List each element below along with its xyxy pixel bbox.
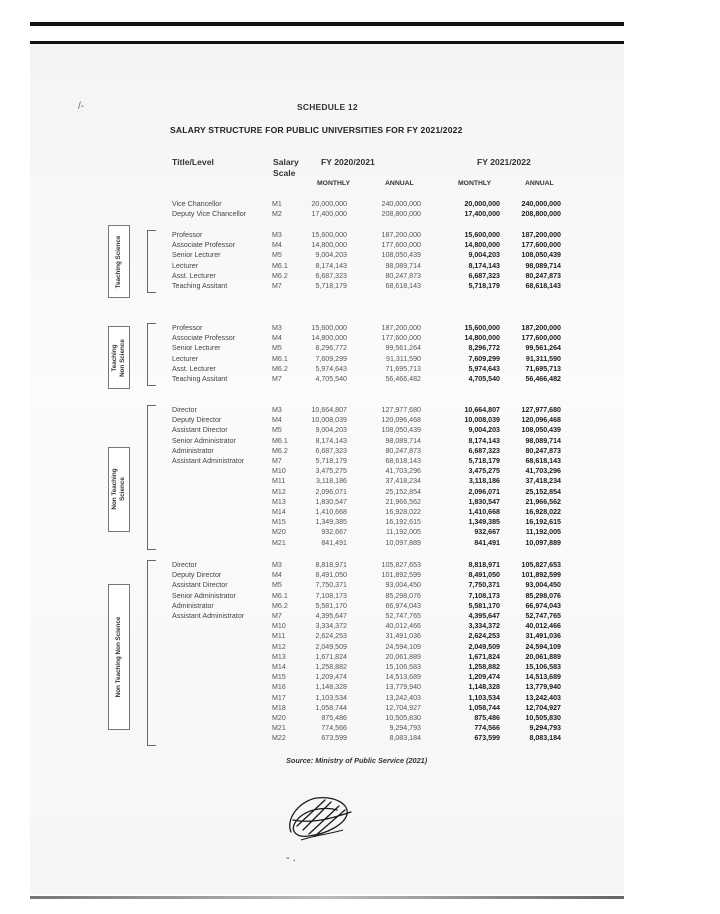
cell-monthly-2021: 8,818,971: [468, 561, 500, 569]
schedule-label: SCHEDULE 12: [297, 102, 358, 112]
cell-monthly-2021: 4,705,540: [468, 375, 500, 383]
cell-annual-2020: 25,152,854: [385, 487, 421, 496]
table-row: [0, 436, 720, 446]
document-title: SALARY STRUCTURE FOR PUBLIC UNIVERSITIES FOR FY 2021/2022: [170, 125, 463, 135]
cell-annual-2021: 108,050,439: [521, 426, 561, 435]
cell-title: Senior Lecturer: [172, 251, 221, 260]
header-annual-2020: ANNUAL: [385, 180, 414, 187]
cell-annual-2020: 177,600,000: [381, 241, 421, 250]
cell-annual-2021: 68,618,143: [525, 457, 561, 465]
header-salary: Salary: [273, 157, 299, 167]
cell-monthly-2021: 7,609,299: [468, 354, 500, 363]
cell-monthly-2021: 2,624,253: [468, 632, 500, 641]
cell-salary-scale: M6.2: [272, 601, 288, 610]
cell-monthly-2020: 2,624,253: [315, 632, 347, 641]
group-bracket: [147, 323, 156, 386]
cell-annual-2020: 66,974,043: [385, 601, 421, 610]
cell-annual-2020: 12,704,927: [385, 703, 421, 712]
cell-annual-2021: 25,152,854: [525, 487, 561, 496]
cell-monthly-2020: 8,174,143: [315, 261, 347, 270]
group-label: Teaching Non Science: [111, 338, 126, 377]
cell-monthly-2020: 15,600,000: [311, 231, 347, 239]
cell-annual-2020: 10,505,830: [385, 714, 421, 722]
cell-annual-2021: 187,200,000: [521, 231, 561, 239]
cell-monthly-2021: 8,174,143: [468, 261, 500, 270]
cell-monthly-2020: 8,818,971: [315, 561, 347, 569]
cell-title: Assistant Director: [172, 426, 228, 435]
cell-annual-2021: 24,594,109: [525, 642, 561, 651]
cell-annual-2020: 41,703,296: [385, 467, 421, 476]
cell-annual-2020: 71,695,713: [385, 364, 421, 373]
cell-annual-2020: 68,618,143: [385, 282, 421, 290]
cell-salary-scale: M15: [272, 673, 286, 682]
cell-monthly-2020: 7,609,299: [315, 354, 347, 363]
cell-salary-scale: M7: [272, 375, 282, 383]
cell-salary-scale: M7: [272, 282, 282, 290]
cell-annual-2020: 13,779,940: [385, 683, 421, 692]
cell-annual-2020: 98,089,714: [385, 261, 421, 270]
cell-salary-scale: M12: [272, 642, 286, 651]
cell-annual-2021: 10,097,889: [525, 538, 561, 547]
cell-monthly-2020: 6,687,323: [315, 271, 347, 280]
header-title-level: Title/Level: [172, 157, 214, 167]
group-bracket: [147, 560, 156, 746]
cell-salary-scale: M14: [272, 508, 286, 516]
table-row: [0, 425, 720, 435]
cell-salary-scale: M6.1: [272, 591, 288, 600]
cell-annual-2021: 10,505,830: [525, 714, 561, 722]
cell-monthly-2021: 14,800,000: [464, 334, 500, 343]
cell-annual-2021: 13,779,940: [525, 683, 561, 692]
cell-title: Senior Administrator: [172, 436, 236, 445]
cell-annual-2020: 11,192,005: [386, 528, 421, 537]
cell-annual-2021: 127,977,680: [521, 406, 561, 414]
cell-monthly-2021: 10,008,039: [464, 416, 500, 425]
cell-monthly-2021: 4,395,647: [468, 612, 500, 620]
cell-salary-scale: M10: [272, 622, 286, 631]
cell-salary-scale: M5: [272, 251, 282, 260]
cell-annual-2020: 31,491,036: [385, 632, 421, 641]
cell-annual-2020: 20,061,889: [385, 652, 421, 661]
cell-monthly-2021: 7,108,173: [468, 591, 500, 600]
cell-monthly-2020: 4,705,540: [315, 375, 347, 383]
cell-annual-2020: 240,000,000: [381, 200, 421, 208]
cell-monthly-2020: 1,258,882: [315, 663, 347, 671]
group-label: Non Teaching Science: [111, 468, 126, 510]
cell-annual-2021: 8,083,184: [529, 734, 561, 743]
cell-salary-scale: M20: [272, 528, 286, 537]
cell-monthly-2021: 6,687,323: [468, 446, 500, 455]
cell-monthly-2021: 9,004,203: [468, 251, 500, 260]
header-annual-2021: ANNUAL: [525, 180, 554, 187]
cell-salary-scale: M3: [272, 324, 282, 332]
cell-title: Vice Chancellor: [172, 200, 222, 208]
cell-monthly-2021: 1,258,882: [468, 663, 500, 671]
cell-monthly-2020: 3,118,186: [315, 477, 347, 486]
cell-monthly-2020: 1,103,534: [315, 693, 347, 702]
cell-salary-scale: M20: [272, 714, 286, 722]
cell-annual-2020: 16,928,022: [385, 508, 421, 516]
cell-annual-2020: 98,089,714: [385, 436, 421, 445]
cell-monthly-2020: 5,581,170: [315, 601, 347, 610]
cell-monthly-2021: 875,486: [474, 714, 500, 722]
cell-salary-scale: M3: [272, 561, 282, 569]
cell-monthly-2021: 5,974,643: [468, 364, 500, 373]
cell-monthly-2021: 1,671,824: [468, 652, 500, 661]
cell-annual-2021: 16,928,022: [525, 508, 561, 516]
cell-salary-scale: M15: [272, 518, 286, 527]
cell-monthly-2020: 17,400,000: [311, 210, 347, 219]
cell-monthly-2020: 10,664,807: [311, 406, 347, 414]
cell-monthly-2021: 932,667: [474, 528, 500, 537]
cell-annual-2021: 187,200,000: [521, 324, 561, 332]
cell-annual-2021: 177,600,000: [521, 241, 561, 250]
table-row: [0, 209, 720, 219]
cell-annual-2021: 13,242,403: [525, 693, 561, 702]
cell-annual-2021: 37,418,234: [525, 477, 561, 486]
cell-salary-scale: M6.2: [272, 364, 288, 373]
cell-salary-scale: M18: [272, 703, 286, 712]
cell-monthly-2021: 7,750,371: [468, 581, 500, 590]
cell-salary-scale: M5: [272, 581, 282, 590]
cell-salary-scale: M14: [272, 663, 286, 671]
cell-annual-2021: 208,800,000: [521, 210, 561, 219]
cell-monthly-2021: 1,148,328: [468, 683, 500, 692]
cell-salary-scale: M3: [272, 231, 282, 239]
cell-monthly-2021: 1,103,534: [468, 693, 500, 702]
cell-annual-2020: 120,096,468: [381, 416, 421, 425]
cell-annual-2021: 15,106,583: [525, 663, 561, 671]
cell-annual-2021: 101,892,599: [521, 571, 561, 580]
cell-annual-2021: 80,247,873: [525, 271, 561, 280]
cell-annual-2020: 68,618,143: [385, 457, 421, 465]
cell-annual-2020: 101,892,599: [381, 571, 421, 580]
table-row: [0, 415, 720, 425]
source-note: Source: Ministry of Public Service (2021): [286, 756, 428, 765]
cell-monthly-2020: 14,800,000: [311, 334, 347, 343]
cell-monthly-2020: 7,750,371: [315, 581, 347, 590]
cell-annual-2021: 91,311,590: [525, 354, 561, 363]
cell-monthly-2021: 2,049,509: [468, 642, 500, 651]
cell-annual-2021: 120,096,468: [521, 416, 561, 425]
cell-annual-2020: 40,012,466: [385, 622, 421, 631]
cell-annual-2020: 108,050,439: [381, 426, 421, 435]
cell-annual-2020: 15,106,583: [385, 663, 421, 671]
cell-title: Asst. Lecturer: [172, 364, 216, 373]
cell-title: Director: [172, 561, 197, 569]
cell-title: Deputy Vice Chancellor: [172, 210, 246, 219]
cell-monthly-2020: 6,687,323: [315, 446, 347, 455]
cell-annual-2021: 93,004,450: [525, 581, 561, 590]
cell-salary-scale: M2: [272, 210, 282, 219]
cell-salary-scale: M4: [272, 334, 282, 343]
cell-annual-2020: 187,200,000: [381, 231, 421, 239]
cell-monthly-2020: 1,209,474: [315, 673, 347, 682]
cell-salary-scale: M13: [272, 652, 286, 661]
cell-salary-scale: M7: [272, 457, 282, 465]
cell-monthly-2020: 3,475,275: [315, 467, 347, 476]
cell-monthly-2020: 8,296,772: [315, 344, 347, 353]
cell-salary-scale: M6.1: [272, 261, 288, 270]
cell-annual-2020: 208,800,000: [381, 210, 421, 219]
cell-monthly-2020: 9,004,203: [315, 251, 347, 260]
cell-salary-scale: M6.1: [272, 436, 288, 445]
header-scale: Scale: [273, 168, 296, 178]
cell-annual-2020: 187,200,000: [381, 324, 421, 332]
cell-monthly-2021: 20,000,000: [464, 200, 500, 208]
cell-monthly-2020: 1,830,547: [315, 497, 347, 506]
table-row: [0, 560, 720, 570]
cell-salary-scale: M21: [272, 724, 286, 733]
cell-annual-2021: 9,294,793: [529, 724, 561, 733]
cell-monthly-2021: 9,004,203: [468, 426, 500, 435]
cell-monthly-2020: 5,718,179: [315, 282, 347, 290]
cell-monthly-2021: 10,664,807: [464, 406, 500, 414]
cell-monthly-2021: 1,209,474: [468, 673, 500, 682]
cell-title: Lecturer: [172, 261, 199, 270]
cell-annual-2020: 9,294,793: [389, 724, 421, 733]
cell-monthly-2021: 3,334,372: [468, 622, 500, 631]
table-row: [0, 733, 720, 743]
cell-annual-2020: 16,192,615: [385, 518, 421, 527]
cell-monthly-2021: 673,599: [474, 734, 500, 743]
cell-annual-2021: 98,089,714: [525, 261, 561, 270]
cell-annual-2020: 21,966,562: [385, 497, 421, 506]
cell-monthly-2021: 8,491,050: [468, 571, 500, 580]
cell-title: Director: [172, 406, 197, 414]
cell-salary-scale: M13: [272, 497, 286, 506]
cell-title: Senior Lecturer: [172, 344, 221, 353]
cell-salary-scale: M16: [272, 683, 286, 692]
group-label: Teaching Science: [115, 235, 122, 288]
header-fy-2021-2022: FY 2021/2022: [477, 157, 531, 167]
cell-annual-2021: 240,000,000: [521, 200, 561, 208]
cell-annual-2020: 99,561,264: [385, 344, 421, 353]
cell-annual-2020: 85,298,076: [385, 591, 421, 600]
cell-salary-scale: M10: [272, 467, 286, 476]
cell-annual-2020: 10,097,889: [385, 538, 421, 547]
cell-monthly-2020: 673,599: [321, 734, 347, 743]
cell-monthly-2021: 8,296,772: [468, 344, 500, 353]
cell-annual-2021: 71,695,713: [525, 364, 561, 373]
cell-monthly-2020: 875,486: [321, 714, 347, 722]
cell-annual-2021: 80,247,873: [525, 446, 561, 455]
cell-monthly-2020: 1,148,328: [315, 683, 347, 692]
cell-annual-2021: 85,298,076: [525, 591, 561, 600]
cell-monthly-2020: 4,395,647: [315, 612, 347, 620]
table-row: [0, 405, 720, 415]
cell-monthly-2021: 3,118,186: [468, 477, 500, 486]
cell-monthly-2020: 3,334,372: [315, 622, 347, 631]
cell-monthly-2020: 1,671,824: [315, 652, 347, 661]
group-label: Non Teaching Non Science: [115, 616, 122, 698]
cell-annual-2021: 20,061,889: [525, 652, 561, 661]
group-label-box: [108, 584, 130, 730]
cell-title: Professor: [172, 231, 203, 239]
header-monthly-2021: MONTHLY: [458, 180, 491, 187]
cell-annual-2021: 40,012,466: [525, 622, 561, 631]
cell-salary-scale: M3: [272, 406, 282, 414]
cell-title: Lecturer: [172, 354, 199, 363]
cell-annual-2020: 37,418,234: [385, 477, 421, 486]
cell-annual-2021: 21,966,562: [525, 497, 561, 506]
cell-title: Professor: [172, 324, 203, 332]
cell-monthly-2021: 1,058,744: [468, 703, 500, 712]
cell-title: Senior Administrator: [172, 591, 236, 600]
page-bottom-edge: [30, 896, 624, 899]
cell-monthly-2020: 932,667: [321, 528, 347, 537]
cell-annual-2021: 105,827,653: [521, 561, 561, 569]
table-row: [0, 538, 720, 548]
cell-annual-2021: 14,513,689: [525, 673, 561, 682]
header-fy-2020-2021: FY 2020/2021: [321, 157, 375, 167]
cell-annual-2021: 66,974,043: [525, 601, 561, 610]
group-label-box: [108, 326, 130, 389]
cell-annual-2021: 31,491,036: [525, 632, 561, 641]
cell-title: Associate Professor: [172, 241, 236, 250]
cell-annual-2020: 13,242,403: [385, 693, 421, 702]
cell-monthly-2021: 17,400,000: [464, 210, 500, 219]
group-label-box: [108, 225, 130, 298]
cell-title: Administrator: [172, 601, 214, 610]
cell-salary-scale: M4: [272, 241, 282, 250]
signature-scribble: [283, 790, 357, 846]
table-row: [0, 199, 720, 209]
margin-mark: /-: [78, 101, 85, 112]
cell-monthly-2020: 2,096,071: [315, 487, 347, 496]
cell-monthly-2020: 774,566: [321, 724, 347, 733]
cell-salary-scale: M11: [272, 477, 286, 486]
cell-annual-2021: 41,703,296: [525, 467, 561, 476]
cell-annual-2020: 91,311,590: [386, 354, 421, 363]
cell-monthly-2020: 841,491: [321, 538, 347, 547]
cell-title: Teaching Assitant: [172, 282, 228, 290]
cell-title: Assistant Administrator: [172, 612, 245, 620]
cell-monthly-2021: 5,581,170: [468, 601, 500, 610]
top-rule-thick: [30, 22, 624, 26]
cell-monthly-2021: 8,174,143: [468, 436, 500, 445]
cell-salary-scale: M1: [272, 200, 282, 208]
cell-annual-2020: 8,083,184: [389, 734, 421, 743]
cell-annual-2020: 56,466,482: [385, 375, 421, 383]
cell-salary-scale: M6.2: [272, 446, 288, 455]
cell-salary-scale: M21: [272, 538, 286, 547]
cell-monthly-2020: 5,718,179: [315, 457, 347, 465]
cell-annual-2020: 127,977,680: [381, 406, 421, 414]
cell-monthly-2020: 1,058,744: [315, 703, 347, 712]
cell-title: Teaching Assitant: [172, 375, 228, 383]
cell-annual-2020: 105,827,653: [381, 561, 421, 569]
cell-annual-2020: 108,050,439: [381, 251, 421, 260]
cell-monthly-2021: 5,718,179: [468, 457, 500, 465]
cell-monthly-2020: 1,349,385: [315, 518, 347, 527]
cell-monthly-2020: 20,000,000: [311, 200, 347, 208]
cell-title: Administrator: [172, 446, 214, 455]
cell-salary-scale: M4: [272, 571, 282, 580]
cell-annual-2021: 52,747,765: [525, 612, 561, 620]
cell-annual-2021: 16,192,615: [525, 518, 561, 527]
cell-salary-scale: M11: [272, 632, 286, 641]
cell-monthly-2021: 2,096,071: [468, 487, 500, 496]
cell-annual-2021: 11,192,005: [525, 528, 561, 537]
cell-monthly-2020: 2,049,509: [315, 642, 347, 651]
cell-title: Deputy Director: [172, 416, 222, 425]
cell-salary-scale: M4: [272, 416, 282, 425]
cell-annual-2020: 93,004,450: [385, 581, 421, 590]
cell-annual-2020: 80,247,873: [385, 446, 421, 455]
cell-annual-2021: 98,089,714: [525, 436, 561, 445]
cell-monthly-2021: 14,800,000: [464, 241, 500, 250]
cell-monthly-2020: 7,108,173: [315, 591, 347, 600]
cell-salary-scale: M6.1: [272, 354, 288, 363]
cell-salary-scale: M22: [272, 734, 286, 743]
header-monthly-2020: MONTHLY: [317, 180, 350, 187]
cell-monthly-2020: 15,600,000: [311, 324, 347, 332]
signature-mark: - .: [286, 852, 296, 864]
cell-monthly-2020: 1,410,668: [315, 508, 347, 516]
cell-monthly-2021: 6,687,323: [468, 271, 500, 280]
cell-annual-2021: 12,704,927: [525, 703, 561, 712]
cell-monthly-2021: 774,566: [474, 724, 500, 733]
group-bracket: [147, 230, 156, 293]
cell-monthly-2021: 15,600,000: [464, 231, 500, 239]
cell-title: Assistant Director: [172, 581, 228, 590]
cell-salary-scale: M7: [272, 612, 282, 620]
cell-monthly-2020: 14,800,000: [311, 241, 347, 250]
cell-annual-2020: 24,594,109: [385, 642, 421, 651]
cell-monthly-2021: 5,718,179: [468, 282, 500, 290]
cell-annual-2021: 108,050,439: [521, 251, 561, 260]
cell-annual-2020: 14,513,689: [385, 673, 421, 682]
cell-monthly-2021: 1,410,668: [468, 508, 500, 516]
cell-annual-2020: 52,747,765: [385, 612, 421, 620]
cell-monthly-2020: 9,004,203: [315, 426, 347, 435]
group-label-box: [108, 447, 130, 532]
cell-annual-2021: 99,561,264: [525, 344, 561, 353]
cell-monthly-2020: 8,174,143: [315, 436, 347, 445]
cell-title: Associate Professor: [172, 334, 236, 343]
cell-annual-2020: 177,600,000: [381, 334, 421, 343]
table-row: [0, 570, 720, 580]
cell-annual-2020: 80,247,873: [385, 271, 421, 280]
cell-monthly-2020: 8,491,050: [315, 571, 347, 580]
cell-annual-2021: 68,618,143: [525, 282, 561, 290]
cell-monthly-2021: 1,830,547: [468, 497, 500, 506]
cell-monthly-2021: 841,491: [474, 538, 500, 547]
group-bracket: [147, 405, 156, 550]
cell-title: Asst. Lecturer: [172, 271, 216, 280]
cell-monthly-2020: 10,008,039: [311, 416, 347, 425]
cell-title: Deputy Director: [172, 571, 222, 580]
cell-annual-2021: 56,466,482: [525, 375, 561, 383]
cell-salary-scale: M12: [272, 487, 286, 496]
cell-salary-scale: M17: [272, 693, 286, 702]
cell-monthly-2021: 15,600,000: [464, 324, 500, 332]
cell-salary-scale: M6.2: [272, 271, 288, 280]
cell-monthly-2020: 5,974,643: [315, 364, 347, 373]
cell-annual-2021: 177,600,000: [521, 334, 561, 343]
cell-salary-scale: M5: [272, 344, 282, 353]
cell-monthly-2021: 1,349,385: [468, 518, 500, 527]
cell-salary-scale: M5: [272, 426, 282, 435]
cell-monthly-2021: 3,475,275: [468, 467, 500, 476]
cell-title: Assistant Administrator: [172, 457, 245, 465]
